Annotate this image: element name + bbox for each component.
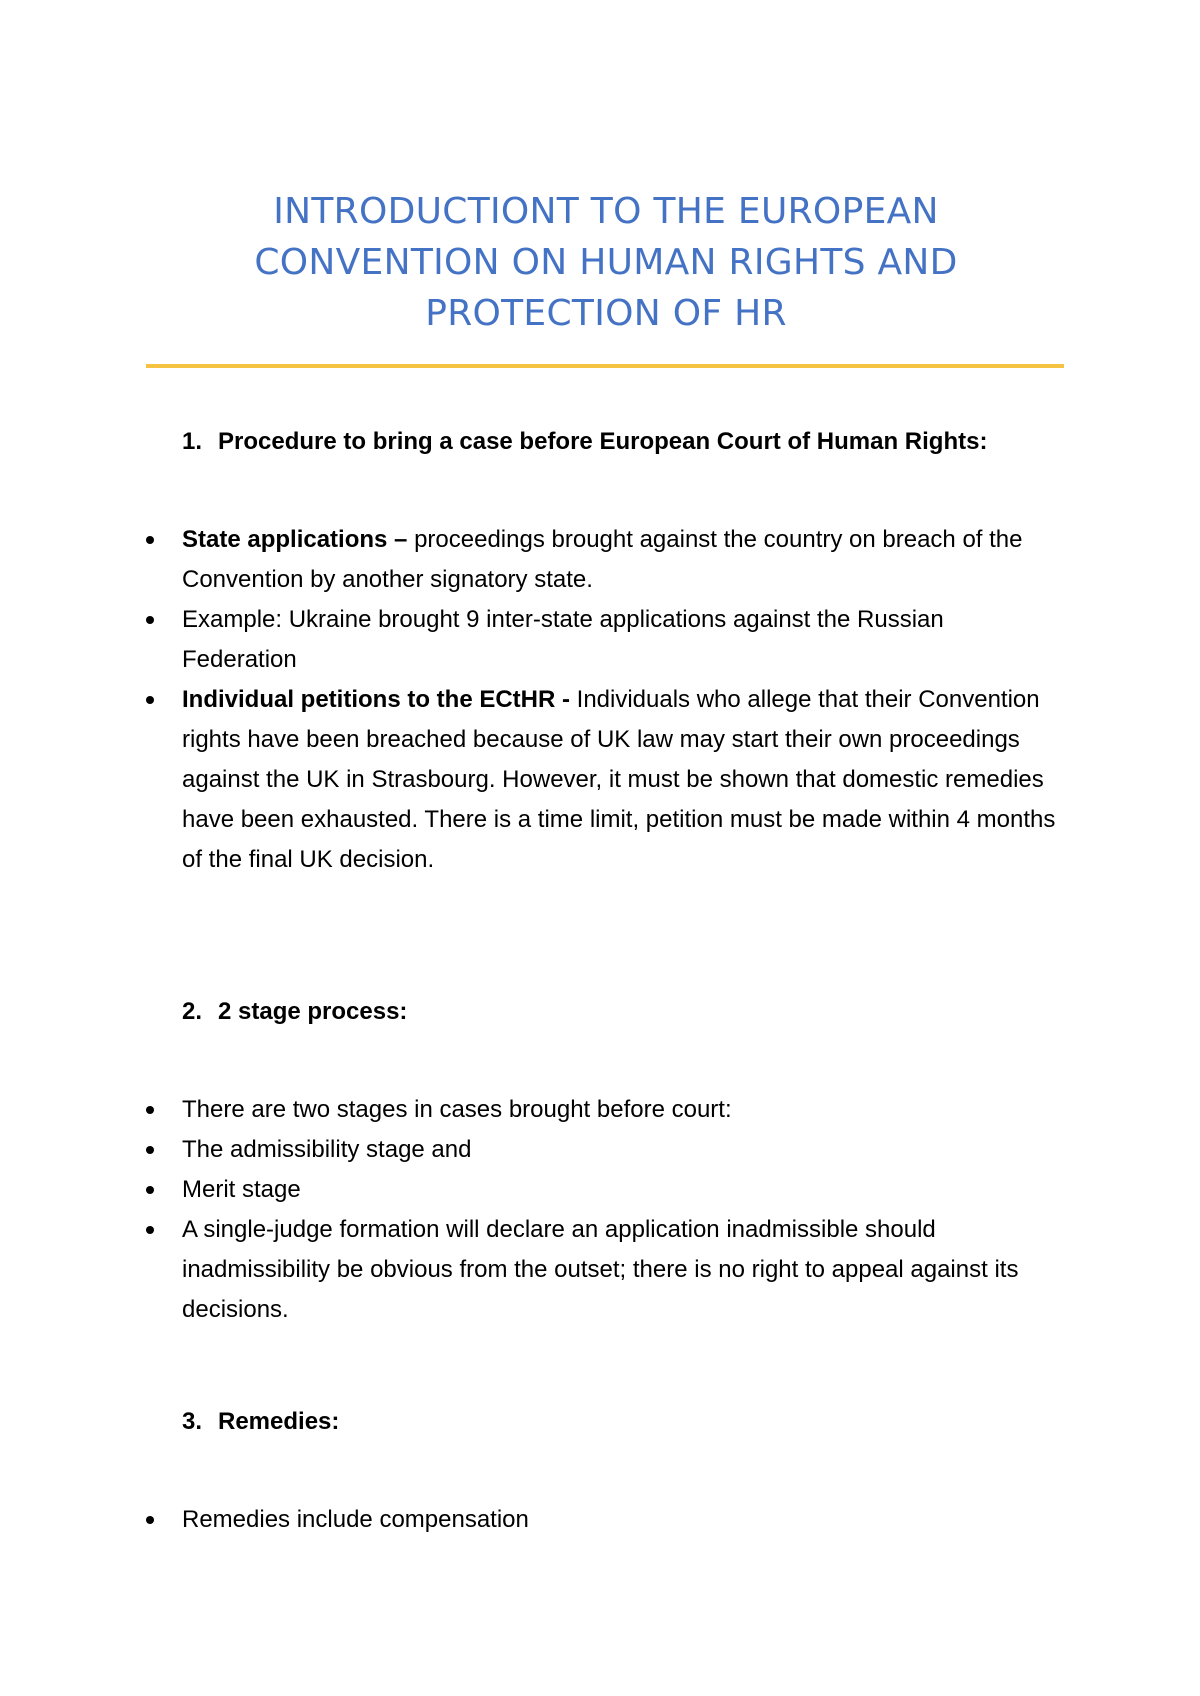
section-heading-text: 2 stage process: bbox=[218, 998, 408, 1025]
title-line: CONVENTION ON HUMAN RIGHTS AND bbox=[254, 242, 958, 283]
list-item bbox=[0, 520, 1062, 600]
bullet-icon bbox=[146, 1146, 154, 1154]
section-heading bbox=[182, 996, 407, 1028]
bullet-icon bbox=[146, 1106, 154, 1114]
bullet-icon bbox=[146, 696, 154, 704]
bullet-text: proceedings brought against the country on breach of the Convention by another signatory state. bbox=[182, 526, 1023, 593]
bullet-list bbox=[0, 1500, 1200, 1540]
list-item bbox=[0, 1210, 1062, 1330]
bullet-text: There are two stages in cases brought before court: bbox=[182, 1096, 732, 1123]
bullet-text: Example: Ukraine brought 9 inter-state applications against the Russian Federation bbox=[182, 606, 944, 673]
bullet-text: The admissibility stage and bbox=[182, 1136, 472, 1163]
title-underline-rule bbox=[146, 364, 1064, 368]
bullet-list bbox=[0, 1090, 1200, 1330]
section-heading bbox=[182, 1406, 339, 1438]
bullet-icon bbox=[146, 1516, 154, 1524]
bullet-lead: Individual petitions to the ECtHR - bbox=[182, 686, 570, 713]
bullet-icon bbox=[146, 616, 154, 624]
bullet-icon bbox=[146, 536, 154, 544]
bullet-text: Merit stage bbox=[182, 1176, 301, 1203]
section-number: 2. bbox=[182, 998, 203, 1025]
bullet-list bbox=[0, 520, 1200, 880]
bullet-text: Individuals who allege that their Convention rights have been breached because of UK law may start their own proceedings against the UK in Strasbourg. However, it must be shown that domestic remedies have been exhausted. There is a time limit, petition must be made within 4 months of the final UK decision. bbox=[182, 686, 1056, 873]
list-item bbox=[0, 1170, 1062, 1210]
title-line: PROTECTION OF HR bbox=[425, 293, 787, 334]
section-heading bbox=[182, 426, 987, 458]
bullet-icon bbox=[146, 1186, 154, 1194]
section-number: 3. bbox=[182, 1408, 203, 1435]
document-title bbox=[146, 186, 1066, 339]
list-item bbox=[0, 1090, 1062, 1130]
title-line: INTRODUCTIONT TO THE EUROPEAN bbox=[273, 191, 939, 232]
bullet-text: A single-judge formation will declare an application inadmissible should inadmissibility be obvious from the outset; there is no right to appeal against its decisions. bbox=[182, 1216, 1019, 1323]
section-heading-text: Remedies: bbox=[218, 1408, 340, 1435]
section-number: 1. bbox=[182, 428, 203, 455]
bullet-text: Remedies include compensation bbox=[182, 1506, 529, 1533]
bullet-icon bbox=[146, 1226, 154, 1234]
list-item bbox=[0, 1130, 1062, 1170]
bullet-lead: State applications – bbox=[182, 526, 408, 553]
list-item bbox=[0, 680, 1062, 880]
section-heading-text: Procedure to bring a case before European Court of Human Rights: bbox=[218, 428, 988, 455]
list-item bbox=[0, 1500, 1062, 1540]
list-item bbox=[0, 600, 1062, 680]
